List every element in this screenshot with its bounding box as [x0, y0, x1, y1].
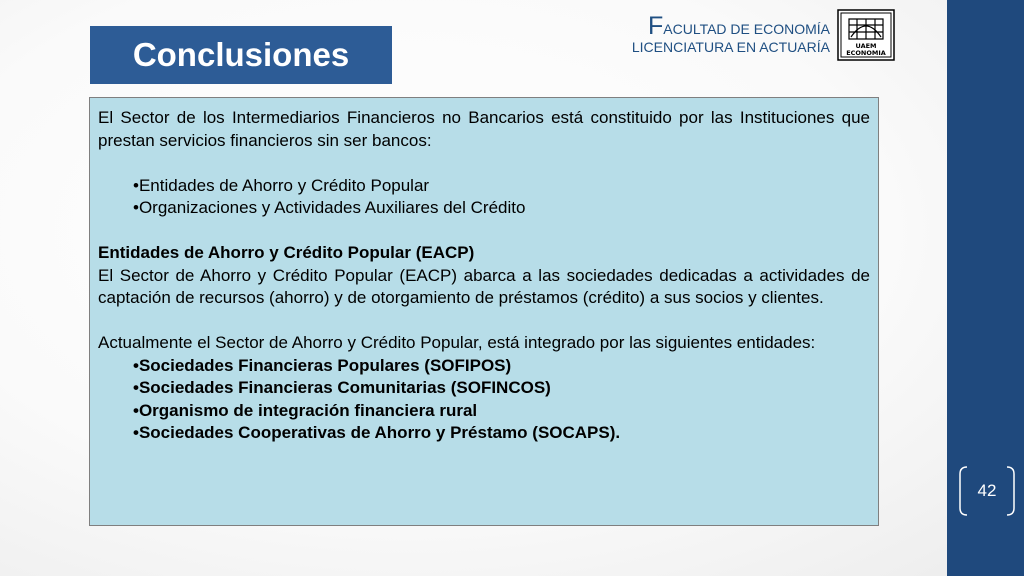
svg-text:UAEM: UAEM	[855, 42, 877, 50]
uaem-economia-logo-icon	[837, 9, 895, 61]
slide-title: Conclusiones	[132, 36, 350, 73]
list-item: •Sociedades Cooperativas de Ahorro y Préstamo (SOCAPS).	[133, 423, 621, 442]
list-item: •Sociedades Financieras Populares (SOFIPOS)	[133, 355, 512, 375]
content-box	[89, 97, 879, 526]
eacp-heading: Entidades de Ahorro y Crédito Popular (EACP)	[98, 243, 475, 262]
spacer	[98, 220, 870, 243]
spacer	[98, 310, 870, 333]
page-number-box	[958, 463, 1016, 519]
list-item: •Entidades de Ahorro y Crédito Popular	[133, 175, 430, 195]
intro-bullet-list	[98, 175, 870, 220]
page-number: 42	[977, 481, 997, 500]
spacer	[98, 152, 870, 175]
list-item: •Sociedades Financieras Comunitarias (SOFINCOS)	[133, 378, 551, 397]
svg-text:ECONOMIA: ECONOMIA	[846, 49, 886, 57]
institution-header	[600, 14, 830, 54]
program-name: LICENCIATURA EN ACTUARÍA	[631, 39, 830, 55]
eacp-paragraph: El Sector de Ahorro y Crédito Popular (EACP) abarca a las sociedades dedicadas a actividades de captación de recursos (ahorro) y de otorgamiento de préstamos (crédito) a sus socios y clientes.	[98, 265, 870, 307]
current-paragraph: Actualmente el Sector de Ahorro y Crédito Popular, está integrado por las siguientes entidades:	[98, 333, 816, 352]
slide-title-box	[90, 26, 392, 84]
entity-bullet-list	[98, 355, 870, 445]
intro-paragraph: El Sector de los Intermediarios Financieros no Bancarios está constituido por las Instituciones que prestan servicios financieros sin ser bancos:	[98, 108, 870, 150]
list-item: •Organismo de integración financiera rural	[133, 400, 478, 420]
faculty-name: FACULTAD DE ECONOMÍA	[647, 12, 830, 40]
list-item: •Organizaciones y Actividades Auxiliares del Crédito	[133, 198, 526, 217]
